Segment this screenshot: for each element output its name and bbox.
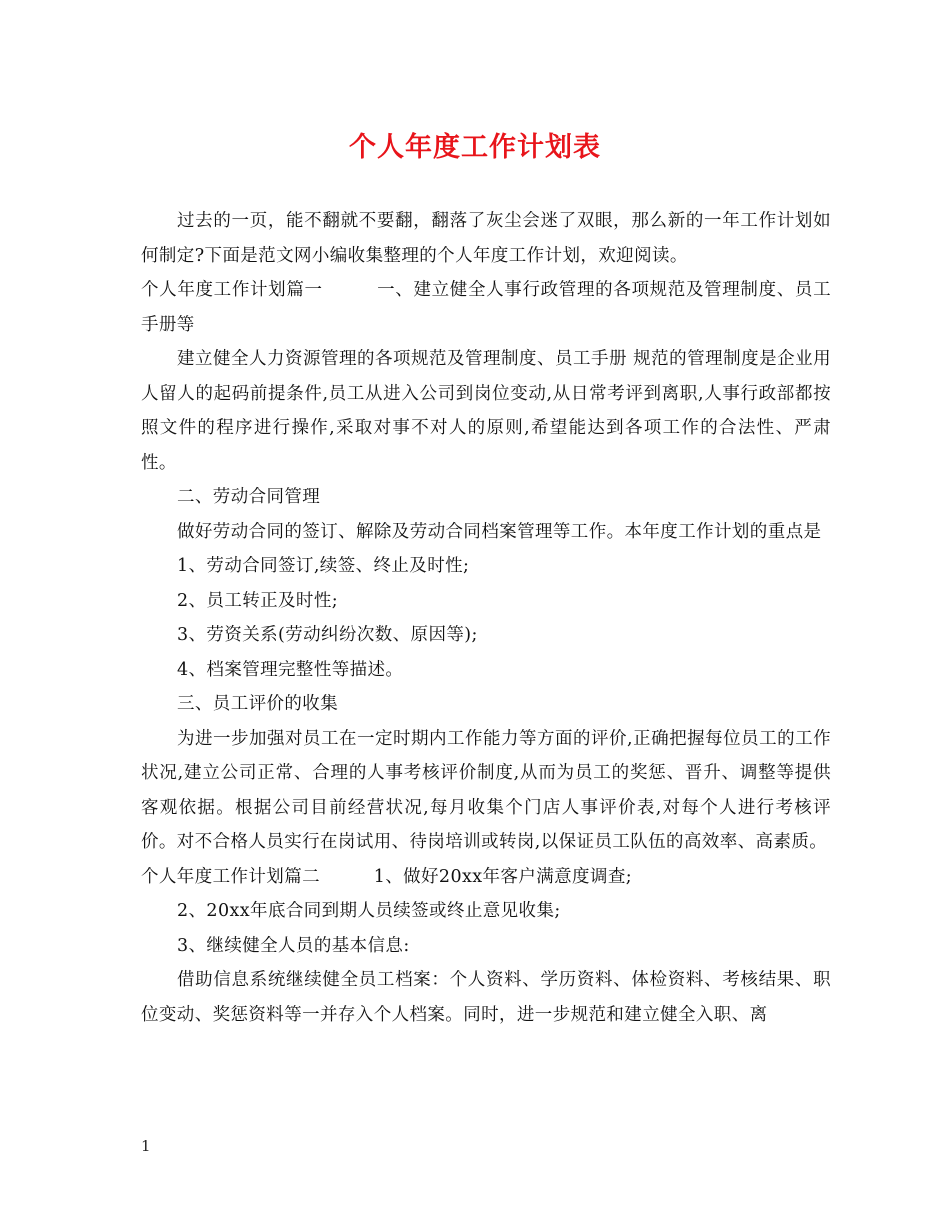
page-number: 1: [141, 1137, 151, 1155]
paragraph: 3、继续健全人员的基本信息:: [177, 935, 410, 956]
paragraph: 过去的一页，能不翻就不要翻，翻落了灰尘会迷了双眼，那么新的一年工作计划如何制定?下面是范文网小编收集整理的个人年度工作计划，欢迎阅读。: [141, 211, 831, 266]
paragraph: 2、20xx年底合同到期人员续签或终止意见收集;: [177, 901, 561, 921]
paragraph: 个人年度工作计划篇二 1、做好20xx年客户满意度调查;: [141, 866, 633, 887]
document-title: 个人年度工作计划表: [349, 132, 601, 163]
paragraph: 建立健全人力资源管理的各项规范及管理制度、员工手册 规范的管理制度是企业用人留人的起码前提条件,员工从进入公司到岗位变动,从日常考评到离职,人事行政部都按照文件的程序进行操作,采取对事不对人的原则,希望能达到各项工作的合法性、严肃性。: [141, 349, 831, 473]
paragraph: 2、员工转正及时性;: [177, 590, 339, 611]
paragraph: 个人年度工作计划篇一 一、建立健全人事行政管理的各项规范及管理制度、员工手册等: [141, 280, 831, 335]
paragraph: 3、劳资关系(劳动纠纷次数、原因等);: [177, 625, 478, 645]
paragraph: 借助信息系统继续健全员工档案：个人资料、学历资料、体检资料、考核结果、职位变动、奖惩资料等一并存入个人档案。同时，进一步规范和建立健全入职、离: [141, 970, 831, 1025]
paragraph: 1、劳动合同签订,续签、终止及时性;: [177, 556, 470, 576]
paragraph: 做好劳动合同的签订、解除及劳动合同档案管理等工作。本年度工作计划的重点是: [177, 521, 822, 542]
paragraph: 三、员工评价的收集: [177, 694, 339, 714]
paragraph: 4、档案管理完整性等描述。: [177, 659, 404, 680]
document-body: [141, 204, 831, 1032]
paragraph: 为进一步加强对员工在一定时期内工作能力等方面的评价,正确把握每位员工的工作状况,建立公司正常、合理的人事考核评价制度,从而为员工的奖惩、晋升、调整等提供客观依据。根据公司目前经营状况,每月收集个门店人事评价表,对每个人进行考核评价。对不合格人员实行在岗试用、待岗培训或转岗,以保证员工队伍的高效率、高素质。: [141, 728, 831, 852]
paragraph: 二、劳动合同管理: [177, 487, 321, 507]
